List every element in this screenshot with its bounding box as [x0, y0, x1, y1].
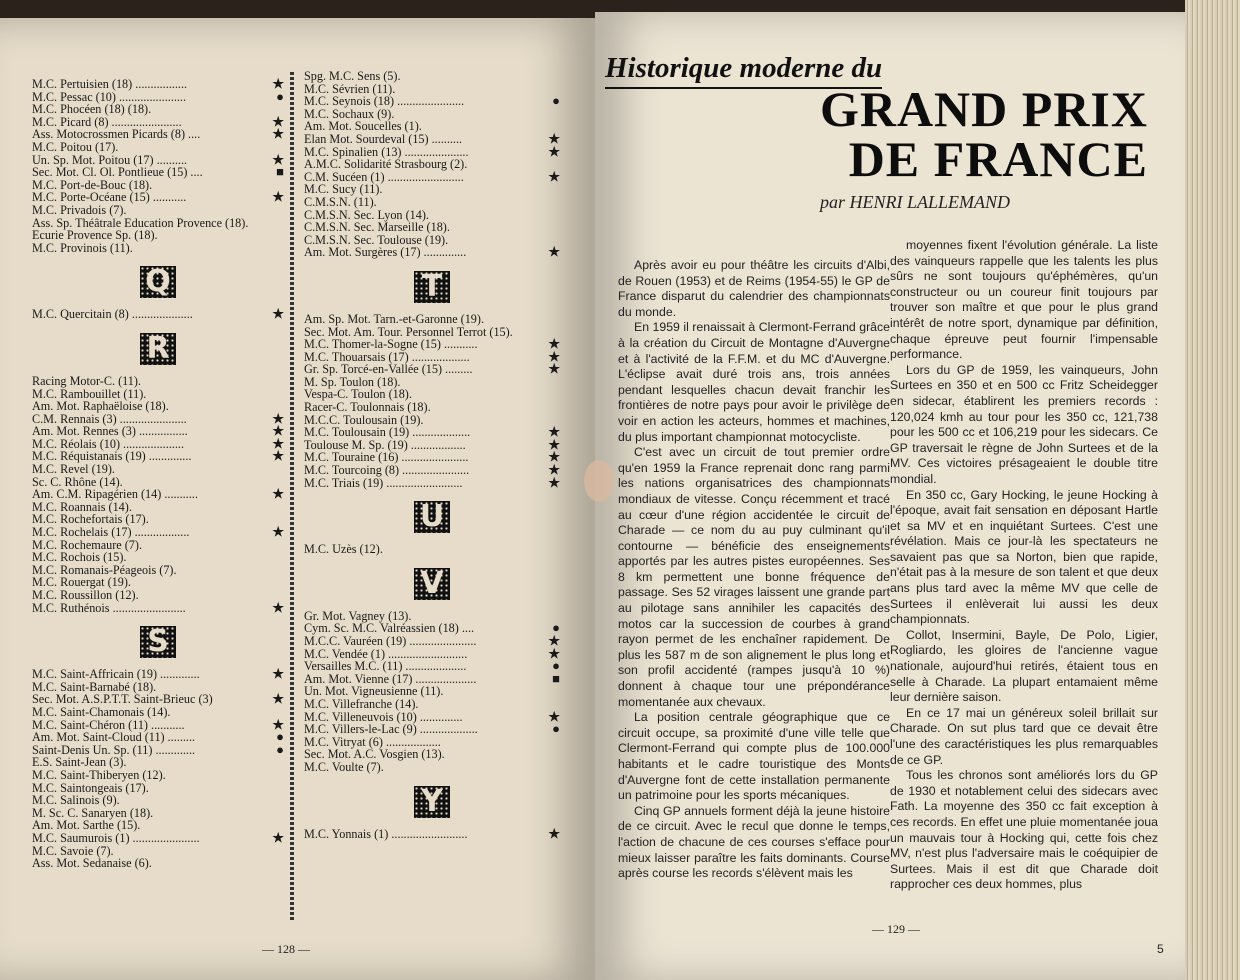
club-entry-text: Am. Mot. Saint-Cloud (11) .........: [32, 730, 196, 745]
club-entry-text: C.M.S.N. (11).: [304, 194, 377, 209]
club-entry-text: M.C. Phocéen (18) (18).: [32, 102, 152, 117]
club-entry-text: M.C. Toulousain (19) ...................: [304, 425, 471, 440]
article-paragraph: En 350 cc, Gary Hocking, le jeune Hocking à l'époque, avait fait sensation en déposant Hartle et sa MV et en inquiétant Surtees. C'est une révélation. Mais ce jour-là les spectateurs ne savaient pas que sa Norton, bien que rapide, n'était pas à la mesure de son talent et que deux ans plus tard avec la même MV que celle de Surtees il enlèverait lui aussi les deux championnats.: [890, 487, 1158, 627]
letter-heading-q: Q: [140, 266, 176, 298]
club-entry-text: Am. Mot. Rennes (3) ................: [32, 424, 188, 439]
club-entry-text: M.C. Voulte (7).: [304, 759, 384, 774]
star-icon: ★: [548, 143, 560, 159]
club-entry-text: M.C. Rochemaure (7).: [32, 537, 142, 552]
club-entry-text: Cym. Sc. M.C. Valréassien (18) ....: [304, 621, 475, 636]
entries-t: [304, 313, 560, 489]
article-column-1: [618, 258, 890, 882]
club-entry-text: E.S. Saint-Jean (3).: [32, 755, 127, 770]
club-entry-text: Sec. Mot. A.S.P.T.T. Saint-Brieuc (3): [32, 692, 213, 707]
star-icon: ★: [548, 168, 560, 184]
entries-s-cont: [304, 70, 560, 259]
page-edges: [1185, 0, 1240, 980]
dot-icon: ●: [276, 88, 284, 104]
entries-p: [32, 78, 284, 254]
star-icon: ★: [548, 449, 560, 465]
club-entry-text: C.M.S.N. Sec. Marseille (18).: [304, 220, 450, 235]
club-entry-text: Spg. M.C. Sens (5).: [304, 69, 401, 83]
club-entry-text: Sec. Mot. Am. Tour. Personnel Terrot (15).: [304, 324, 513, 339]
letter-heading-v: V: [414, 568, 450, 600]
star-icon: ★: [272, 691, 284, 707]
club-entry-text: M.C. Thomer-la-Sogne (15) ...........: [304, 337, 478, 352]
star-icon: ★: [548, 474, 560, 490]
star-icon: ★: [548, 462, 560, 478]
club-entry-text: M.C. Rochefortais (17).: [32, 512, 149, 527]
article-title-line1: GRAND PRIX: [819, 81, 1148, 137]
club-entry-text: M.C. Spinalien (13) .....................: [304, 144, 469, 159]
star-icon: ★: [272, 599, 284, 615]
club-entry-text: M.C. Saint-Chéron (11) ...........: [32, 717, 185, 732]
star-icon: ★: [272, 435, 284, 451]
club-entry-text: M.C. Saintongeais (17).: [32, 780, 149, 795]
dot-icon: ●: [552, 658, 560, 674]
club-entry-text: Am. Sp. Mot. Tarn.-et-Garonne (19).: [304, 311, 485, 326]
club-entry-text: M.C. Revel (19).: [32, 462, 115, 477]
club-entry-text: M.C. Sochaux (9).: [304, 106, 395, 121]
star-icon: ★: [548, 633, 560, 648]
square-icon: ■: [276, 164, 284, 180]
club-entry-text: M.C. Touraine (16) ......................: [304, 450, 469, 465]
club-entry-text: M.C. Rambouillet (11).: [32, 386, 147, 401]
article-paragraph: En 1959 il renaissait à Clermont-Ferrand grâce à la création du Circuit de Montagne d'Auvergne et à l'activité de la F.F.M. et du MC d'Auvergne. L'éclipse avait duré trois ans, trois années pendant lesquelles chacun devait franchir les frontières de notre pays pour avoir le privilège de voir en action les acteurs, hommes et machines, du plus important championnat motocycliste.: [618, 320, 890, 444]
dot-icon: ●: [276, 729, 284, 745]
club-entry-text: A.M.C. Solidarité Strasbourg (2).: [304, 157, 468, 172]
star-icon: ★: [548, 436, 560, 452]
club-entry-text: M.C. Romanais-Péageois (7).: [32, 562, 177, 577]
club-entry-text: M.C. Triais (19) .........................: [304, 475, 463, 490]
club-entry-text: M.C. Saint-Chamonais (14).: [32, 704, 171, 719]
club-entry-text: M.C. Saint-Affricain (19) .............: [32, 667, 200, 682]
club-entry: [32, 308, 284, 321]
club-entry-text: Am. Mot. Vienne (17) ....................: [304, 671, 477, 686]
star-icon: ★: [548, 244, 560, 260]
star-icon: ★: [548, 424, 560, 440]
star-icon: ★: [548, 645, 560, 661]
club-entry-text: Saint-Denis Un. Sp. (11) .............: [32, 742, 196, 757]
club-entry-text: Gr. Sp. Torcé-en-Vallée (15) .........: [304, 362, 473, 377]
star-icon: ★: [272, 306, 284, 322]
club-entry-text: Am. Mot. Surgères (17) ..............: [304, 245, 467, 260]
entries-v: [304, 610, 560, 774]
club-entry-text: M.C. Savoie (7).: [32, 843, 114, 858]
club-entry: [304, 543, 560, 556]
article-paragraph: C'est avec un circuit de tout premier ordre qu'en 1959 la France reprenait donc rang parmi les nations organisatrices des championnats mondiaux de vitesse. Conçu récemment et tracé au cœur d'une région accidentée le circuit de Charade — ce nom du au puy culminant qu'il contourne — bénéficie des enseignements apportés par les autres pistes européennes. Ses 8 km permettent une bonne fréquence de passage. Ses 52 virages laissent une grande part au pilotage sans annihiler les capacités des motos car la succession de courbes à grand rayon permet de les enchaîner rapidement. De plus les 587 m de son alignement le plus long et son profil accidenté (rampes jusqu'à 10 %) donnent à chaque tour une prépondérance momentanée aux chevaux.: [618, 445, 890, 709]
club-entry-text: Am. Mot. Soucelles (1).: [304, 119, 422, 134]
club-entry-text: M.C. Quercitain (8) ....................: [32, 307, 193, 322]
club-entry-text: Racing Motor-C. (11).: [32, 373, 141, 388]
letter-heading-t: T: [414, 271, 450, 303]
club-entry-text: Sc. C. Rhône (14).: [32, 474, 123, 489]
club-entry-text: M.C. Tourcoing (8) ......................: [304, 463, 470, 478]
club-entry-text: M.C. Villers-le-Lac (9) ...................: [304, 722, 478, 737]
dot-icon: ●: [552, 721, 560, 737]
entries-s: [32, 668, 284, 870]
entries-q: [32, 308, 284, 321]
letter-heading-r: R: [140, 333, 176, 365]
club-entry-text: C.M.S.N. Sec. Lyon (14).: [304, 207, 429, 222]
star-icon: ★: [272, 189, 284, 205]
club-entry: [304, 825, 560, 841]
club-entry-text: Sec. Mot. Cl. Ol. Pontlieue (15) ....: [32, 165, 203, 180]
club-entry-text: M.C. Villeneuvois (10) ..............: [304, 709, 463, 724]
dot-icon: ●: [552, 93, 560, 109]
club-entry-text: M.C. Ruthénois ........................: [32, 600, 186, 615]
star-icon: ★: [548, 708, 560, 724]
entries-u: [304, 543, 560, 556]
club-entry-text: Am. C.M. Ripagérien (14) ...........: [32, 487, 198, 502]
club-entry-text: Versailles M.C. (11) ....................: [304, 659, 467, 674]
club-entry-text: M.C. Villefranche (14).: [304, 696, 419, 711]
article-paragraph: Après avoir eu pour théâtre les circuits d'Albi, de Rouen (1953) et de Reims (1954-55) le GP de France disparut du calendrier des championnats du monde.: [618, 258, 890, 319]
star-icon: ★: [272, 486, 284, 502]
dot-icon: ●: [276, 741, 284, 757]
club-entry-text: M.C. Yonnais (1) .........................: [304, 826, 468, 841]
club-list-column-b: [304, 70, 560, 840]
club-entry-text: M.C.C. Vauréen (19) ......................: [304, 634, 477, 648]
column-divider: [290, 72, 294, 922]
star-icon: ★: [548, 348, 560, 364]
thumbnail-photo: [584, 460, 614, 502]
star-icon: ★: [548, 130, 560, 146]
star-icon: ★: [272, 76, 284, 91]
club-entry: [32, 242, 284, 255]
club-entry-text: Toulouse M. Sp. (19) ..................: [304, 437, 466, 452]
club-entry-text: M.C. Réquistanais (19) ..............: [32, 449, 192, 464]
club-entry-text: Elan Mot. Sourdeval (15) ..........: [304, 131, 463, 146]
star-icon: ★: [272, 423, 284, 439]
club-entry-text: M.C. Saint-Barnabé (18).: [32, 679, 157, 694]
club-entry-text: M. Sp. Toulon (18).: [304, 374, 401, 389]
square-icon: ■: [552, 670, 560, 686]
star-icon: ★: [272, 151, 284, 167]
star-icon: ★: [272, 666, 284, 682]
byline: par HENRI LALLEMAND: [820, 192, 1011, 212]
club-entry-text: M.C. Privadois (7).: [32, 202, 127, 217]
club-entry-text: M.C. Rochelais (17) ..................: [32, 525, 190, 540]
club-entry-text: M.C. Roannais (14).: [32, 499, 132, 514]
club-entry-text: M.C. Saint-Thiberyen (12).: [32, 767, 166, 782]
star-icon: ★: [272, 126, 284, 142]
entries-y: [304, 825, 560, 841]
club-entry-text: M.C. Pessac (10) ......................: [32, 89, 187, 104]
club-entry-text: M.C. Vitryat (6) ..................: [304, 734, 441, 749]
club-entry-text: Racer-C. Toulonnais (18).: [304, 400, 431, 415]
star-icon: ★: [272, 448, 284, 464]
club-entry-text: M.C. Roussillon (12).: [32, 588, 139, 602]
club-entry-text: Gr. Mot. Vagney (13).: [304, 608, 412, 623]
club-entry-text: M.C. Porte-Océane (15) ...........: [32, 190, 187, 205]
star-icon: ★: [272, 410, 284, 426]
club-entry-text: M.C. Picard (8) .......................: [32, 114, 182, 129]
club-entry-text: M.C. Salinois (9).: [32, 793, 120, 808]
club-entry-text: Am. Mot. Sarthe (15).: [32, 818, 141, 833]
club-entry-text: M.C. Seynois (18) ......................: [304, 94, 465, 109]
article-paragraph: Lors du GP de 1959, les vainqueurs, John Surtees en 350 et en 500 cc Fritz Scheidegger en sidecar, établirent les premiers records : 120,024 kmh au tour pour les 350 cc, 121,738 pour les 500 cc et 106,219 pour les sidecars. Ce GP traversait le règne de John Surtees et de la MV. Ces victoires présageaient le double titre mondial.: [890, 362, 1158, 486]
letter-heading-u: U: [414, 501, 450, 533]
corner-number: 5: [1157, 942, 1164, 956]
club-entry-text: M.C. Rouergat (19).: [32, 575, 131, 590]
club-entry-text: M.C.C. Toulousain (19).: [304, 412, 424, 427]
series-title: Historique moderne du: [605, 52, 882, 89]
club-entry-text: M.C. Saumurois (1) ......................: [32, 830, 200, 845]
dot-icon: ●: [552, 620, 560, 636]
star-icon: ★: [272, 716, 284, 732]
club-entry-text: M.C. Rochois (15).: [32, 550, 127, 565]
club-entry-text: C.M. Rennais (3) ......................: [32, 411, 187, 426]
article-paragraph: En ce 17 mai un généreux soleil brillait sur Charade. On sut plus tard que ce devait être l'une des caractéristiques les plus remarquables de ce GP.: [890, 705, 1158, 767]
article-paragraph: La position centrale géographique que ce circuit occupe, sa proximité d'une ville telle que Clermont-Ferrand qui compte plus de 100.000 habitants et le cadre touristique des Monts d'Auvergne font de cette installation permanente un patrimoine pour les sports mécaniques.: [618, 710, 890, 803]
club-entry-text: M.C. Sévrien (11).: [304, 81, 396, 96]
club-entry-text: C.M.S.N. Sec. Toulouse (19).: [304, 232, 449, 247]
club-entry-text: M.C. Uzès (12).: [304, 542, 383, 557]
club-entry: [32, 599, 284, 615]
club-entry-text: M.C. Réolais (10) ....................: [32, 436, 184, 451]
entries-r: [32, 375, 284, 614]
article-paragraph: Cinq GP annuels forment déjà la jeune histoire de ce circuit. Avec le recul que donne le temps, l'action de chacune de ces courses s'efface pour mieux laisser paraître les faits dominants. Course après course les records s'élèvent mais les: [618, 803, 890, 881]
club-entry-text: Am. Mot. Raphaëloise (18).: [32, 399, 169, 414]
right-page-number: — 129 —: [872, 922, 920, 936]
club-entry-text: M.C. Port-de-Bouc (18).: [32, 177, 153, 192]
club-entry: [304, 246, 560, 259]
club-entry-text: M.C. Pertuisien (18) .................: [32, 77, 188, 91]
star-icon: ★: [272, 829, 284, 845]
club-entry-text: Un. Mot. Vigneusienne (11).: [304, 684, 444, 699]
club-entry-text: Vespa-C. Toulon (18).: [304, 387, 412, 402]
club-entry-text: Ecurie Provence Sp. (18).: [32, 228, 158, 243]
article-title: [818, 81, 1148, 187]
club-entry-text: Ass. Motocrossmen Picards (8) ....: [32, 127, 201, 142]
club-entry-text: M.C. Sucy (11).: [304, 182, 383, 197]
club-entry: [304, 761, 560, 774]
club-entry-text: Un. Sp. Mot. Poitou (17) ..........: [32, 152, 188, 167]
left-page-number: — 128 —: [262, 942, 310, 956]
club-entry-text: M.C. Poitou (17).: [32, 139, 119, 154]
club-entry-text: M.C. Vendée (1) ..........................: [304, 646, 468, 661]
club-entry-text: Sec. Mot. A.C. Vosgien (13).: [304, 747, 445, 762]
star-icon: ★: [272, 113, 284, 129]
club-entry-text: M.C. Provinois (11).: [32, 240, 133, 255]
club-list-column-a: [32, 78, 284, 870]
star-icon: ★: [548, 361, 560, 377]
article-paragraph: Collot, Insermini, Bayle, De Polo, Ligier, Rogliardo, les gloires de l'ancienne vague nationale, aujourd'hui retirés, étaient tous en selle à Charade. La plupart entamaient même leur dernière saison.: [890, 627, 1158, 705]
club-entry-text: Ass. Mot. Sedanaise (6).: [32, 856, 152, 871]
article-paragraph: moyennes fixent l'évolution générale. La liste des vainqueurs rappelle que les talents les plus sûrs ne sont toujours qu'éphémères, qu'un constructeur ou un coureur finit toujours par trouver son maître et que pour le plus grand intérêt de notre sport, dynamique par définition, chaque épreuve peut fournir l'impensable performance.: [890, 238, 1158, 362]
article-column-2: [890, 238, 1158, 893]
star-icon: ★: [548, 336, 560, 352]
letter-heading-y: Y: [414, 786, 450, 818]
star-icon: ★: [272, 524, 284, 540]
club-entry: [32, 857, 284, 870]
club-entry-text: M. Sc. C. Sanaryen (18).: [32, 805, 154, 820]
club-entry: [304, 474, 560, 490]
star-icon: ★: [548, 825, 560, 841]
article-paragraph: Tous les chronos sont améliorés lors du GP de 1930 et notablement celui des sidecars avec Fath. La moyenne des 350 cc fait exception à ces records. En effet une pluie momentanée joua un mauvais tour à Hocking qui, cette fois chez MV, n'est plus l'adversaire mais le coéquipier de Surtees. Mais il est dit que Charade doit rapprocher ces deux hommes, plus: [890, 768, 1158, 892]
club-entry-text: M.C. Thouarsais (17) ...................: [304, 349, 470, 364]
article-title-line2: DE FRANCE: [848, 131, 1148, 187]
club-entry-text: C.M. Sucéen (1) .........................: [304, 169, 464, 184]
club-entry-text: Ass. Sp. Théâtrale Education Provence (18).: [32, 215, 249, 230]
letter-heading-s: S: [140, 626, 176, 658]
